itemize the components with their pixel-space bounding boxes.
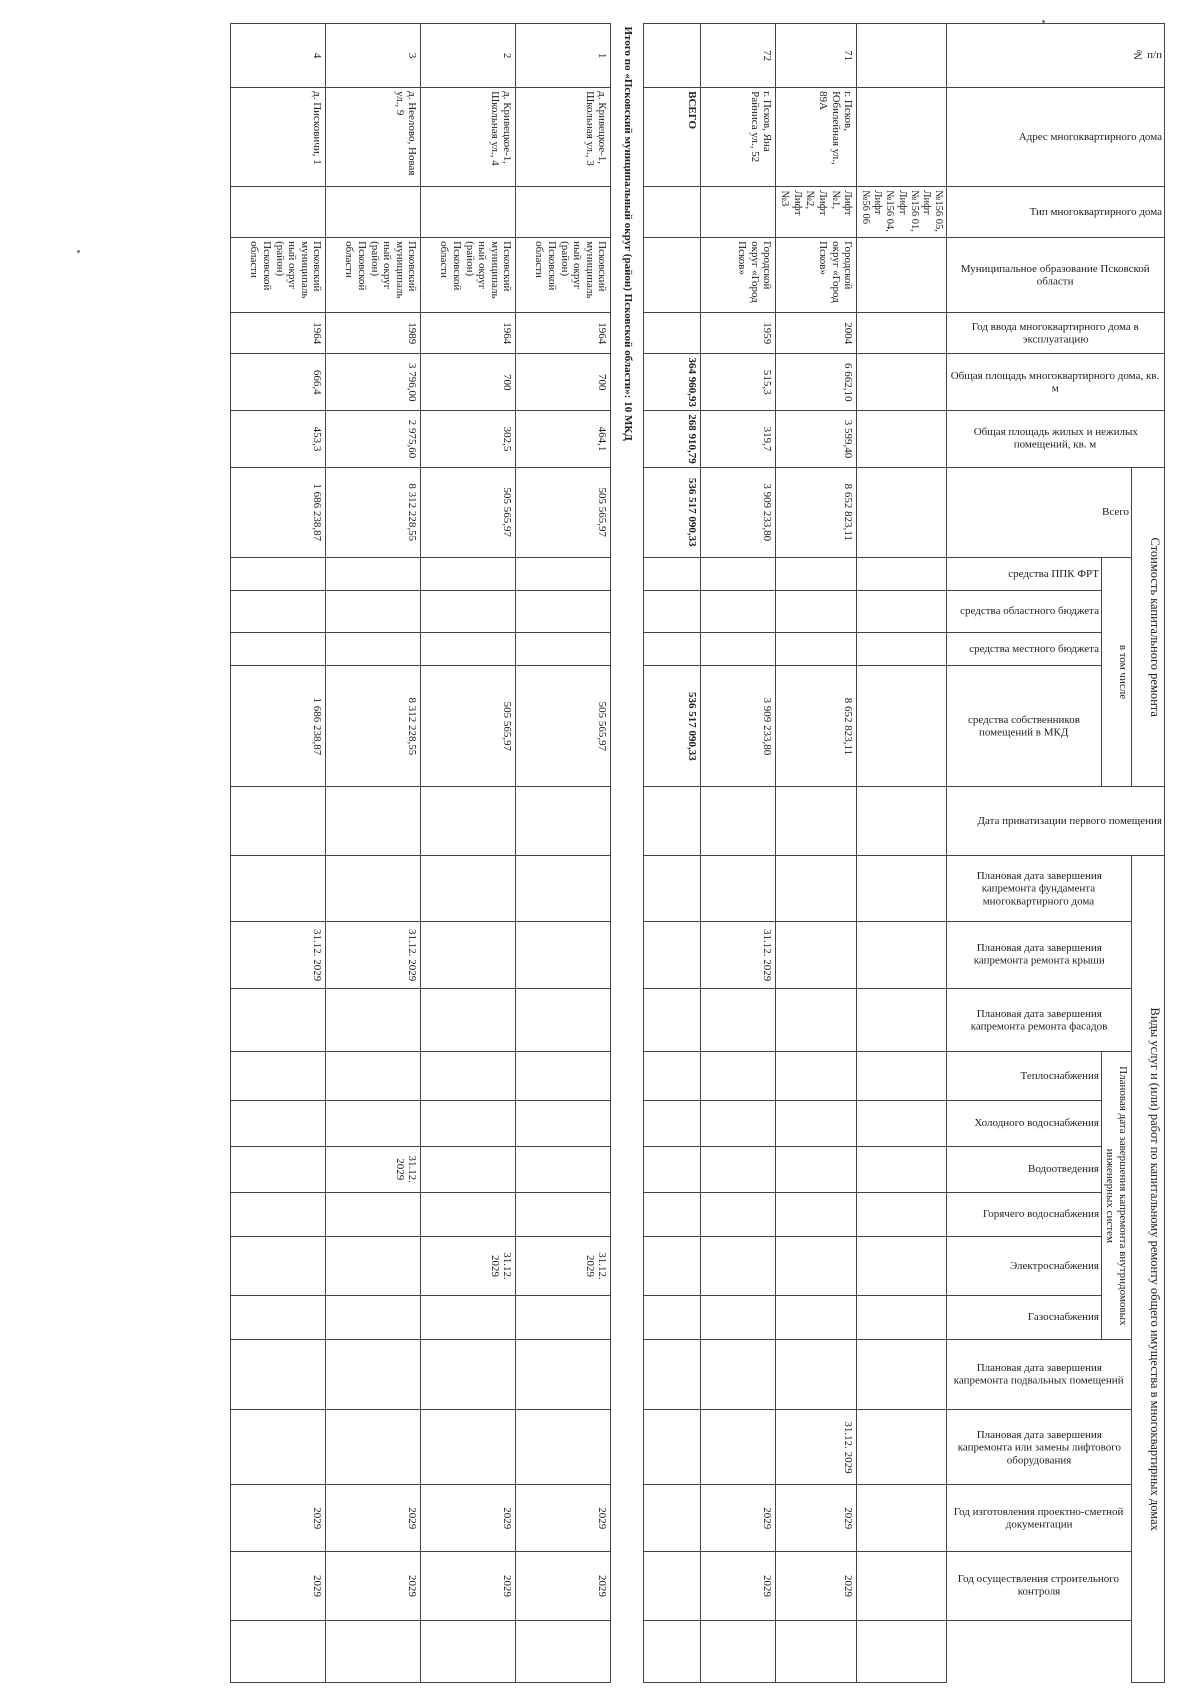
table-row: 1 д. Кривецкое-1, Школьная ул., 3 Псковский муниципаль ный округ (район) Псковской области 1964 700 464,1 505 565,97 505 565,97 31.12. 2029 2029 2029 — [516, 24, 611, 1683]
header-sewer: Водоотведения — [946, 1146, 1101, 1192]
header-works-group: Виды услуг и (или) работ по капитальному ремонту общего имущества в многоквартирных домах — [1132, 856, 1165, 1683]
header-control: Год осуществления строительного контроля — [946, 1552, 1131, 1621]
header-psd: Год изготовления проектно-сметной документации — [946, 1485, 1131, 1552]
scan-speck — [77, 250, 80, 253]
header-cold: Холодного водоснабжения — [946, 1100, 1101, 1146]
section-row — [611, 24, 644, 1683]
total-row: ВСЕГО 364 960,93 268 910,79 536 517 090,33 536 517 090,33 — [644, 24, 701, 1683]
header-living-area: Общая площадь жилых и нежилых помещений, кв. м — [946, 411, 1164, 468]
scan-speck — [1042, 20, 1045, 23]
header-heat: Теплоснабжения — [946, 1052, 1101, 1100]
header-eng-group: Плановая дата завершения капремонта внутридомовых инженерных систем — [1101, 1052, 1131, 1340]
header-basement: Плановая дата завершения капремонта подвальных помещений — [946, 1340, 1131, 1410]
table-row: 72 г. Псков, Яна Райниса ул., 52 Городской округ «Город Псков» 1959 515,3 319,7 3 909 233,80 3 909 233,80 31.12. 2029 2029 2029 — [701, 24, 776, 1683]
table-row: 4 д. Писковичи, 1 Псковский муниципаль ный округ (район) Псковской области 1964 666,4 453,3 1 686 238,87 1 686 238,87 31.12. 2029 2029 2029 — [231, 24, 326, 1683]
lift-codes-cell: №156 05, Лифт №156 01, Лифт №156 04, Лифт №56 06 — [857, 187, 946, 238]
header-hot: Горячего водоснабжения — [946, 1192, 1101, 1237]
header-gas: Газоснабжения — [946, 1295, 1101, 1340]
table-row: 2 д. Кривецкое-1, Школьная ул., 4 Псковский муниципаль ный округ (район) Псковской области 1964 700 302,5 505 565,97 505 565,97 31.12. 2029 2029 2029 — [421, 24, 516, 1683]
header-elec: Электроснабжения — [946, 1237, 1101, 1295]
header-row-1 — [1132, 24, 1165, 1683]
header-year: Год ввода многоквартирного дома в эксплуатацию — [946, 313, 1164, 354]
header-cost-fund: средства ППК ФРТ — [946, 557, 1101, 591]
header-municipality: Муниципальное образование Псковской области — [946, 238, 1164, 313]
table-row: 3 д. Неелово, Новая ул., 9 Псковский муниципаль ный округ (район) Псковской области 1989 3 796,00 2 975,60 8 312 228,55 8 312 228,55 31.12. 2029 31.12. 2029 2029 2029 — [326, 24, 421, 1683]
table-row — [857, 24, 946, 1683]
header-privat: Дата приватизации первого помещения — [946, 787, 1164, 856]
header-type: Тип многоквартирного дома — [946, 187, 1164, 238]
header-cost-group: Стоимость капитального ремонта — [1132, 467, 1165, 786]
header-facade: Плановая дата завершения капремонта ремонта фасадов — [946, 989, 1131, 1052]
header-cost-total: Всего — [946, 467, 1131, 557]
table-row: 71 г. Псков, Юбилейная ул., 89А Лифт №1, Лифт №2, Лифт №3 Городской округ «Город Псков» 2004 6 662,10 3 599,40 8 652 823,11 8 652 823,11 31.12. 2029 2029 2029 — [776, 24, 857, 1683]
header-incl: в том числе — [1101, 557, 1131, 787]
header-cost-owners: средства собственников помещений в МКД — [946, 666, 1101, 787]
header-lift: Плановая дата завершения капремонта или замены лифтового оборудования — [946, 1410, 1131, 1485]
section-title: Итого по «Псковский муниципальный округ (район) Псковской области»: 10 МКД — [611, 24, 644, 1683]
header-total-area: Общая площадь многоквартирного дома, кв. м — [946, 354, 1164, 411]
header-num: № п/п — [946, 24, 1164, 88]
header-roof: Плановая дата завершения капремонта ремонта крыши — [946, 921, 1131, 989]
header-cost-local: средства местного бюджета — [946, 632, 1101, 666]
header-cost-region: средства областного бюджета — [946, 591, 1101, 632]
header-address: Адрес многоквартирного дома — [946, 88, 1164, 187]
capital-repair-table — [230, 23, 1165, 1683]
header-found: Плановая дата завершения капремонта фундамента многоквартирного дома — [946, 856, 1131, 921]
